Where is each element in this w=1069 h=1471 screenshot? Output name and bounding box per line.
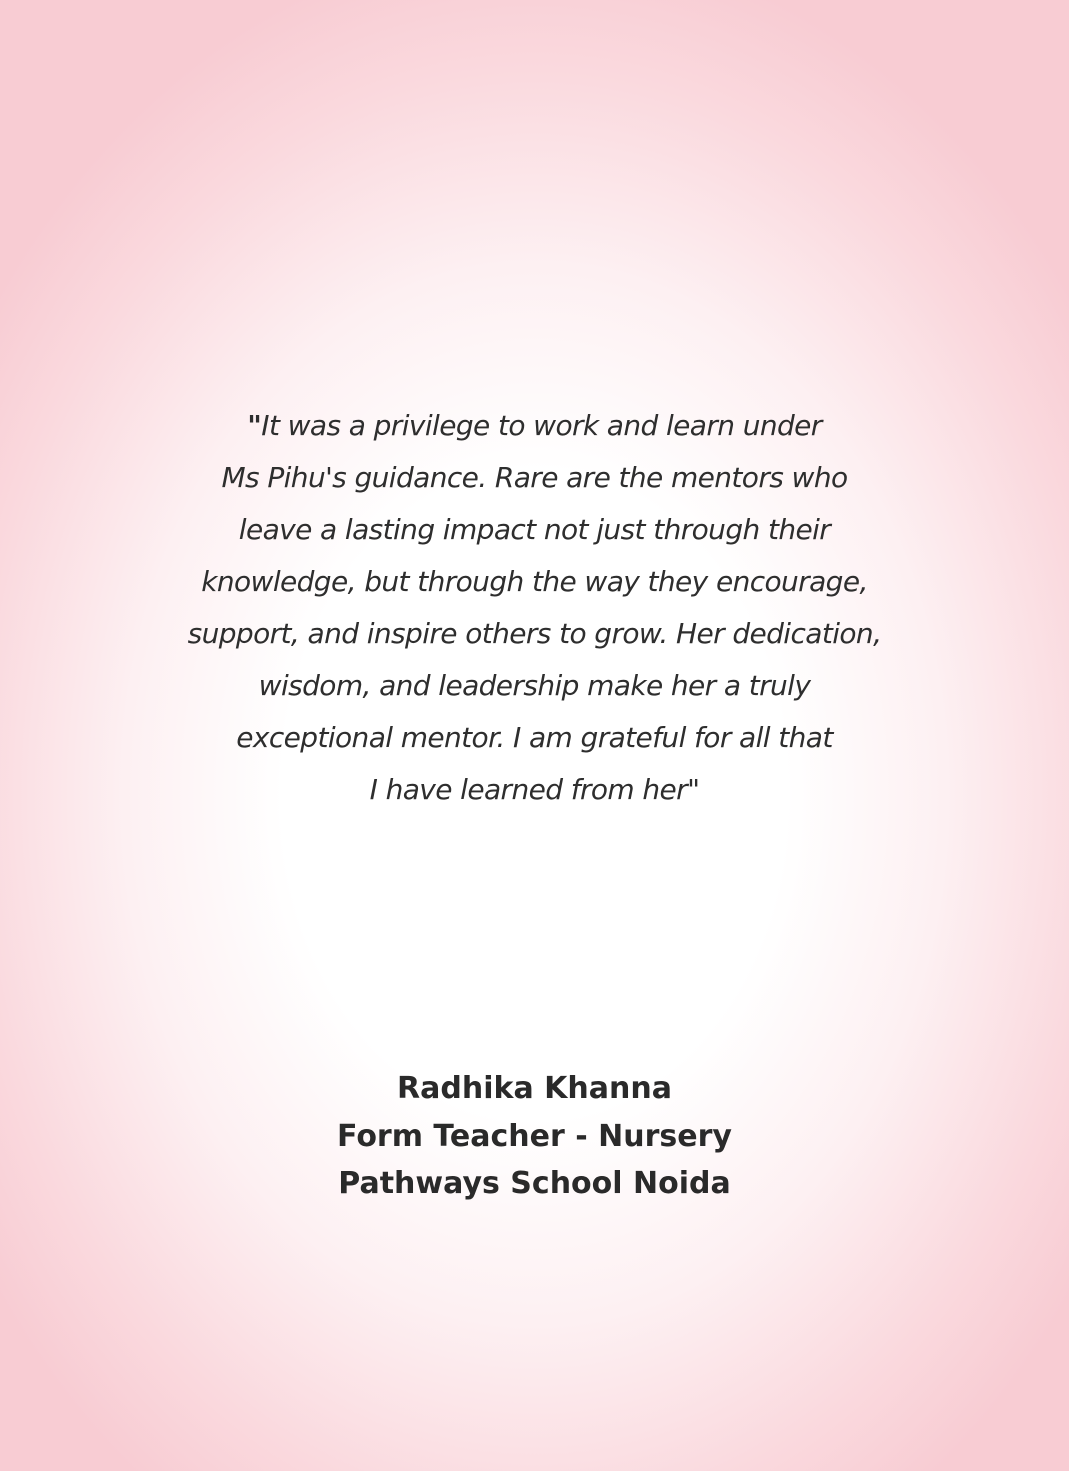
quote-line-1-text: It was a privilege to work and learn under xyxy=(261,409,822,442)
quote-line-8: I have learned from her" xyxy=(369,773,700,806)
quote-line-7: exceptional mentor. I am grateful for all that xyxy=(236,721,833,754)
quote-line-1 xyxy=(140,400,929,452)
opening-quote-mark: " xyxy=(247,409,262,442)
author-school: Pathways School Noida xyxy=(338,1166,731,1201)
quote-line-2: Ms Pihu's guidance. Rare are the mentors who xyxy=(221,461,848,494)
author-name: Radhika Khanna xyxy=(397,1071,672,1106)
author-signature xyxy=(200,1066,869,1206)
author-role: Form Teacher - Nursery xyxy=(337,1119,732,1154)
quote-line-5: support, and inspire others to grow. Her dedication, xyxy=(187,617,882,650)
testimonial-quote xyxy=(140,400,929,816)
quote-line-6: wisdom, and leadership make her a truly xyxy=(258,669,811,702)
quote-line-3: leave a lasting impact not just through their xyxy=(238,513,831,546)
quote-line-4: knowledge, but through the way they encourage, xyxy=(201,565,868,598)
